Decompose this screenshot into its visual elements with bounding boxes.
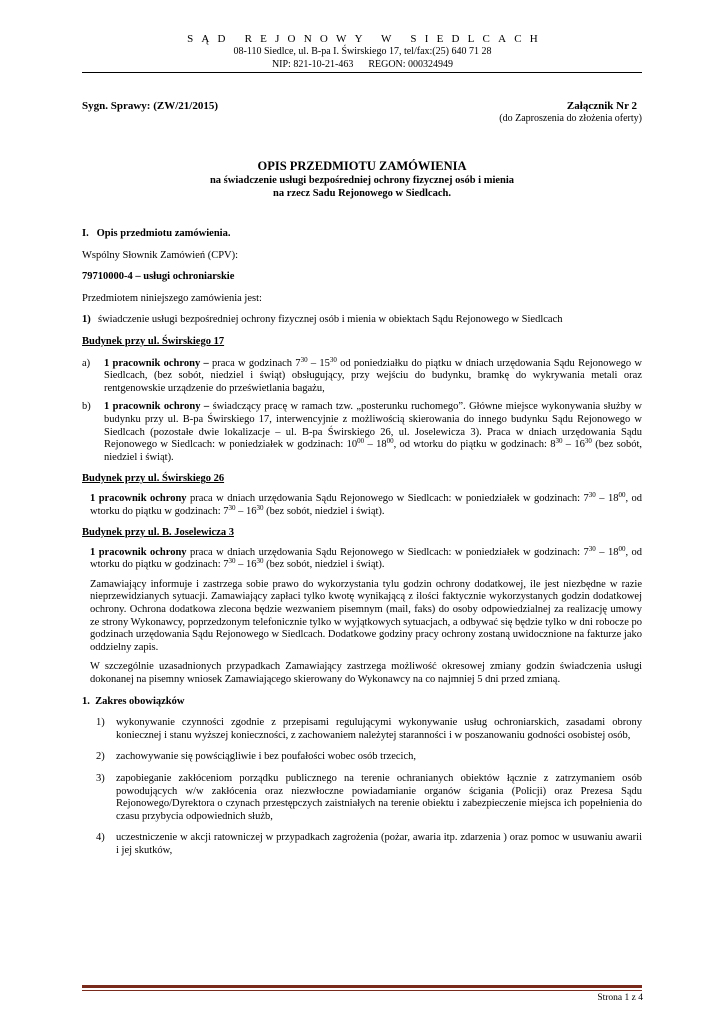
duties-heading: 1. Zakres obowiązków [82,695,185,707]
document-title [82,158,642,200]
header-divider [82,72,642,73]
list-item-text: zachowywanie się powściągliwie i bez poufałości wobec osób trzecich, [116,751,417,763]
building-schedule: 1 pracownik ochrony praca w dniach urzędowania Sądu Rejonowego w Siedlcach: w poniedziałek w godzinach: $7^{30} - 18^{00}$, od wtorku do piątku w godzinach: $7^{30} - 16^{30}$ (bez sobót, niedziel i świąt). [90,490,643,517]
court-name: SĄD REJONOWY W SIEDLCACH [187,33,546,45]
list-item [82,717,642,742]
intro-text: Przedmiotem niniejszego zamówienia jest: [82,292,262,304]
title-main: OPIS PRZEDMIOTU ZAMÓWIENIA [257,159,467,173]
list-item-text: wykonywanie czynności zgodnie z przepisami regulującymi wykonywanie usług ochroniarskich, zasadami obrony koniecznej i stanu wyższej konieczności, z zachowaniem należytej staranności i w poszanowaniu godności osobistej osób, [116,717,642,741]
cpv-code: 79710000-4 – usługi ochroniarskie [82,271,235,283]
list-item-text: zapobieganie zakłóceniom porządku publicznego na terenie ochranianych obiektów łącznie z zatrzymaniem osób powodujących w/w zakłócenia oraz niezwłoczne powiadamianie organów ścigania (Policji) oraz Prezesa Sądu Rejonowego/Dyrektora o czynach przestępczych zaistniałych na terenie obiektu i zabezpieczenie miejsca ich popełnienia do czasu przybycia odpowiednich służb, [116,773,642,822]
list-item [82,751,642,764]
court-address: 08-110 Siedlce, ul. B-pa I. Świrskiego 17, tel/fax:(25) 640 71 28 [233,46,492,57]
cpv-label: Wspólny Słownik Zamówień (CPV): [82,249,239,261]
building-heading: Budynek przy ul. Świrskiego 26 [82,473,225,485]
list-item-number: 1) [96,717,105,729]
letterhead [0,33,725,71]
title-line-2: na rzecz Sadu Rejonowego w Siedlcach. [273,188,451,199]
list-item-text: uczestniczenie w akcji ratowniczej w przypadkach zagrożenia (pożar, awaria itp. zdarzenia ) oraz pomoc w usuwaniu awarii i jej skutków, [116,832,642,856]
section-heading: I. Opis przedmiotu zamówienia. [82,228,231,239]
duties-list [82,717,642,857]
document-body [82,228,642,867]
list-item: b) 1 pracownik ochrony – świadczący pracę w ramach tzw. „posterunku ruchomego”. Główne miejsce wykonywania służby w budynku przy ul. B-pa Świrskiego 17, interwencyjnie z możliwością skierowania do innego budynku Sądu Rejonowego w Siedlcach (pozostałe dwie lokalizacje – ul. B-pa Świrskiego 26, ul. Joselewicza 3). Praca w dniach urzędowania Sądu Rejonowego w Siedlcach: w poniedziałek w godzinach: $10^{00} - 18^{00}$, od wtorku do piątku w godzinach: $8^{30} - 16^{30}$ (bez sobót, niedziel i świąt). [82,401,643,463]
building-schedule: 1 pracownik ochrony praca w dniach urzędowania Sądu Rejonowego w Siedlcach: w poniedziałek w godzinach: $7^{30} - 18^{00}$, od wtorku do piątku w godzinach: $7^{30} - 16^{30}$ (bez sobót, niedziel i świąt). [90,544,643,571]
list-item [82,773,642,823]
schedule-change-paragraph: W szczególnie uzasadnionych przypadkach Zamawiający zastrzega możliwość okresowej zmiany godzin świadczenia usługi dokonanej na pisemny wniosek Zamawiającego skierowany do Wykonawcy na co najmniej 5 dni przed zmianą. [90,661,642,686]
list-item: a) 1 pracownik ochrony – praca w godzinach $7^{30} - 15^{30}$ od poniedziałku do piątku w dniach urzędowania Sądu Rejonowego w Siedlcach, (bez sobót, niedziel i świąt) obsługujący, przy wejściu do budynku, bramkę do wykrywania metali oraz rentgenowskie urządzenie do prześwietlania bagażu, [82,355,642,394]
page-number: Strona 1 z 4 [597,993,643,1003]
list-item-number: 2) [96,751,105,763]
title-line-1: na świadczenie usługi bezpośredniej ochrony fizycznej osób i mienia [209,175,515,186]
attachment-label: Załącznik Nr 2 [566,100,637,112]
attachment-subtitle: (do Zaproszenia do złożenia oferty) [499,113,642,124]
building-heading: Budynek przy ul. B. Joselewicza 3 [82,527,234,539]
list-item [82,832,642,857]
list-item-number: 3) [96,773,105,784]
list-item: 1) świadczenie usługi bezpośredniej ochrony fizycznej osób i mienia w obiektach Sądu Rejonowego w Siedlcach [82,314,563,326]
court-ids: NIP: 821-10-21-463 REGON: 000324949 [271,59,454,70]
list-item-number: 4) [96,832,105,844]
building-heading: Budynek przy ul. Świrskiego 17 [82,335,225,347]
additional-hours-paragraph: Zamawiający informuje i zastrzega sobie prawo do wykorzystania tylu godzin ochrony dodatkowej, ile jest niezbędne w razie nieprzewidzianych sytuacji. Zamawiający zapłaci tylko kwotę wynikającą z ilości faktycznie wykorzystanych godzin dodatkowej ochrony. Ochrona dodatkowa zlecona będzie wezwaniem pisemnym (mail, faks) do osoby odpowiedzialnej za realizację umowy ze strony Wykonawcy, poprzedzonym telefonicznie tylko w wyjątkowych sytuacjach, a odbywać się będzie tylko w dni robocze po godzinach urzędowania Sądu Rejonowego w Siedlcach. Dodatkowe godziny pracy ochrony zostaną uwidocznione na fakturze jako oddzielny zapis. [90,578,642,653]
case-reference: Sygn. Sprawy: (ZW/21/2015) [82,100,218,112]
footer-divider-thin [82,990,642,991]
footer-divider [82,985,642,988]
